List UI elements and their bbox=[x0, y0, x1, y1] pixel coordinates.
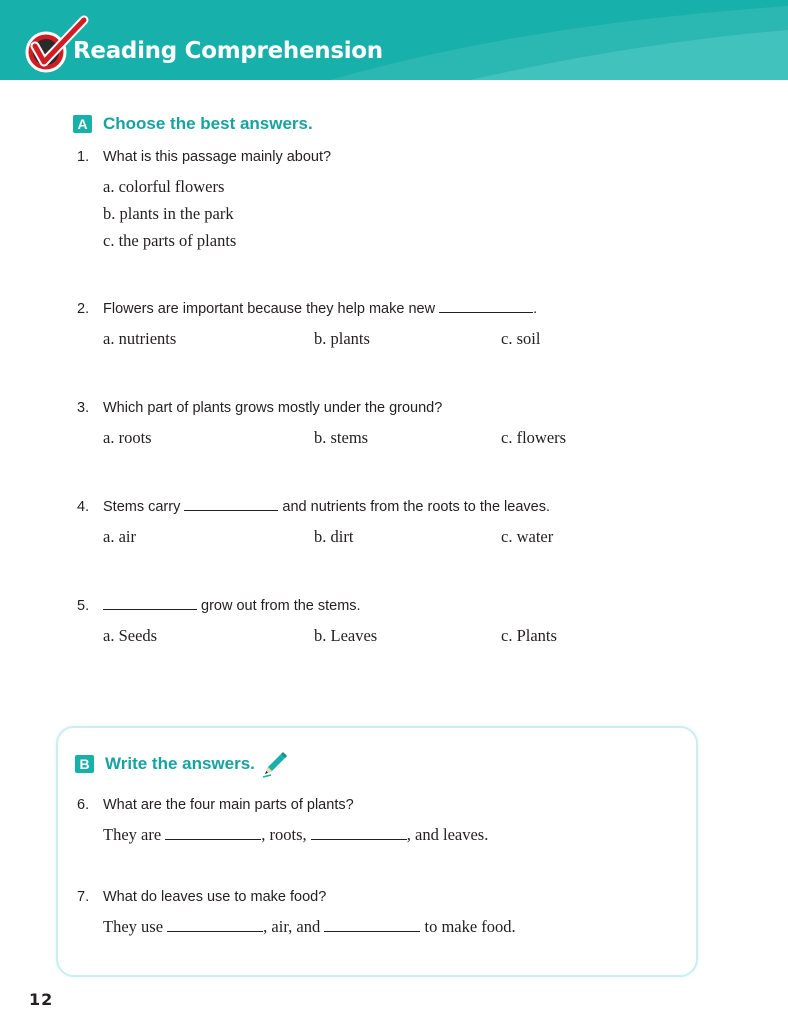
question-number: 2. bbox=[77, 301, 90, 317]
question-3 bbox=[77, 398, 697, 451]
question-text-end: and nutrients from the roots to the leaves. bbox=[282, 499, 550, 515]
answer-sentence bbox=[103, 913, 697, 940]
fill-in-blank[interactable] bbox=[184, 498, 278, 511]
question-number: 1. bbox=[77, 149, 90, 165]
fill-in-blank[interactable] bbox=[167, 918, 263, 932]
question-text: Stems carry bbox=[103, 499, 181, 515]
question-text: What are the four main parts of plants? bbox=[103, 797, 354, 813]
answer-option[interactable]: a. nutrients bbox=[103, 329, 177, 348]
question-2 bbox=[77, 299, 697, 352]
answer-option[interactable]: b. stems bbox=[314, 428, 369, 447]
answer-text: They are bbox=[103, 825, 162, 844]
fill-in-blank[interactable] bbox=[165, 826, 261, 840]
answer-option[interactable]: a. Seeds bbox=[103, 626, 158, 645]
answer-option[interactable]: a. colorful flowers bbox=[103, 177, 225, 196]
answer-option[interactable]: c. flowers bbox=[501, 428, 567, 447]
question-number: 6. bbox=[77, 797, 90, 813]
answer-option[interactable]: b. plants bbox=[314, 329, 370, 348]
answer-option[interactable]: b. plants in the park bbox=[103, 204, 234, 223]
answer-option[interactable]: a. roots bbox=[103, 428, 152, 447]
question-text: What do leaves use to make food? bbox=[103, 889, 327, 905]
page-title: Reading Comprehension bbox=[73, 38, 383, 64]
section-b-letter: B bbox=[75, 755, 94, 773]
fill-in-blank[interactable] bbox=[311, 826, 407, 840]
question-text: Flowers are important because they help make new bbox=[103, 301, 436, 317]
answer-text: They use bbox=[103, 917, 164, 936]
question-4 bbox=[77, 497, 697, 550]
page-number: 12 bbox=[29, 990, 54, 1009]
section-a-heading bbox=[73, 112, 753, 136]
fill-in-blank[interactable] bbox=[439, 300, 533, 313]
question-number: 3. bbox=[77, 400, 90, 416]
section-a-letter: A bbox=[73, 115, 92, 133]
answer-option[interactable]: b. Leaves bbox=[314, 626, 378, 645]
answer-sentence bbox=[103, 821, 697, 848]
answer-option[interactable]: c. Plants bbox=[501, 626, 557, 645]
section-b-heading bbox=[75, 750, 289, 778]
question-text: What is this passage mainly about? bbox=[103, 149, 332, 165]
section-a-title: Choose the best answers. bbox=[103, 114, 313, 133]
pencil-icon bbox=[261, 750, 289, 778]
question-5 bbox=[77, 596, 697, 649]
answer-text: to make food. bbox=[424, 917, 516, 936]
question-text: Which part of plants grows mostly under the ground? bbox=[103, 400, 443, 416]
fill-in-blank[interactable] bbox=[324, 918, 420, 932]
question-text-end: . bbox=[533, 301, 538, 317]
answer-option[interactable]: c. the parts of plants bbox=[103, 231, 237, 250]
section-b-title: Write the answers. bbox=[105, 754, 255, 773]
fill-in-blank[interactable] bbox=[103, 597, 197, 610]
answer-text: , air, and bbox=[263, 917, 321, 936]
question-6 bbox=[77, 795, 697, 848]
answer-option[interactable]: b. dirt bbox=[314, 527, 354, 546]
answer-option[interactable]: c. soil bbox=[501, 329, 541, 348]
question-number: 7. bbox=[77, 889, 90, 905]
header-banner bbox=[0, 0, 788, 80]
question-number: 4. bbox=[77, 499, 90, 515]
question-number: 5. bbox=[77, 598, 90, 614]
question-text-end: grow out from the stems. bbox=[201, 598, 361, 614]
answer-text: , and leaves. bbox=[406, 825, 489, 844]
question-7 bbox=[77, 887, 697, 940]
question-1 bbox=[77, 147, 697, 254]
answer-text: , roots, bbox=[261, 825, 307, 844]
answer-option[interactable]: c. water bbox=[501, 527, 554, 546]
answer-option[interactable]: a. air bbox=[103, 527, 136, 546]
